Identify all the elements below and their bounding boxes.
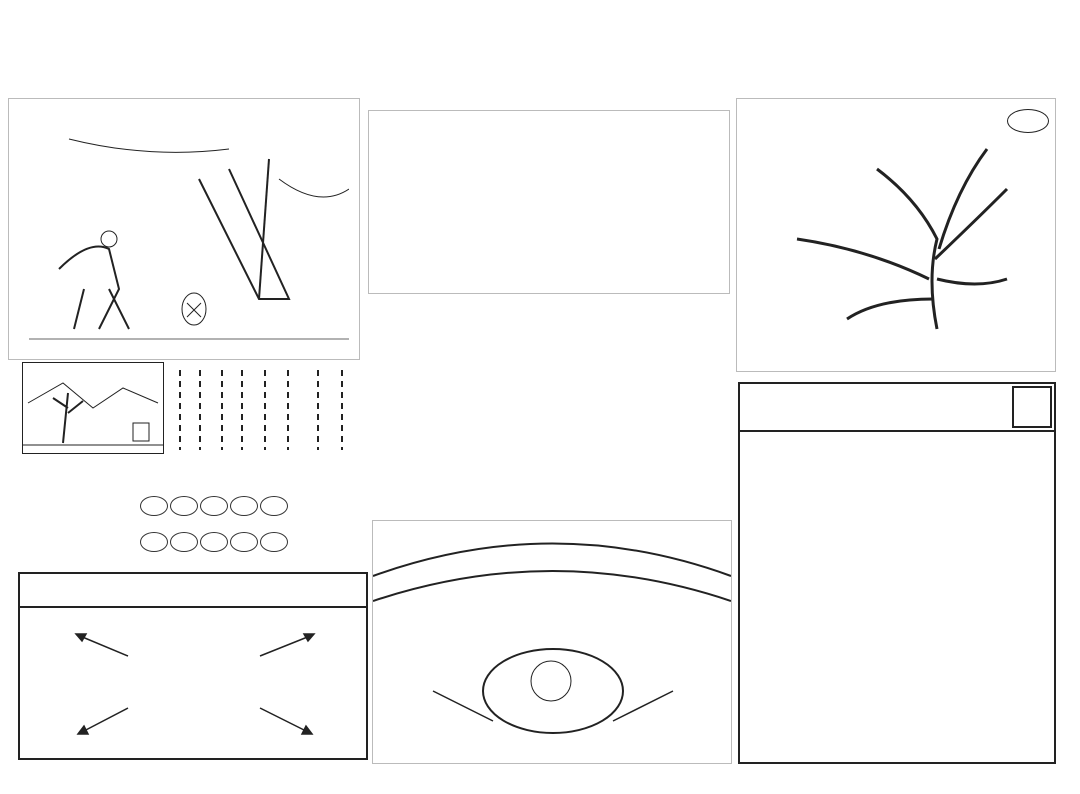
neibu-circle <box>230 532 258 552</box>
neibu-row2-circles <box>140 532 290 556</box>
neibu-circle <box>260 496 288 516</box>
vertical-scribbles <box>170 362 360 462</box>
neibu-circle <box>170 532 198 552</box>
zengdao-tou-panel <box>368 110 730 294</box>
jinqi-panel <box>372 520 732 764</box>
neibu-circle <box>200 532 228 552</box>
neibu-circle <box>230 496 258 516</box>
schedule-panel <box>738 382 1056 764</box>
neibu-circle <box>170 496 198 516</box>
neibu-circle <box>260 532 288 552</box>
neibu-circle <box>140 532 168 552</box>
jinqi-arc <box>373 521 731 763</box>
special-label <box>1012 386 1052 428</box>
divider <box>740 430 1054 432</box>
arrows <box>20 608 366 758</box>
tree-illustration <box>757 129 1017 339</box>
xuanji-panel <box>8 98 360 360</box>
small-picture-box <box>22 362 164 454</box>
neibu-row1-circles <box>140 496 290 520</box>
neibu-circle <box>200 496 228 516</box>
money-tree-panel <box>736 98 1056 372</box>
shensuan-panel <box>18 572 368 760</box>
xuanji-illustration <box>29 119 349 349</box>
small-illustration <box>23 363 163 453</box>
neibu-circle <box>140 496 168 516</box>
